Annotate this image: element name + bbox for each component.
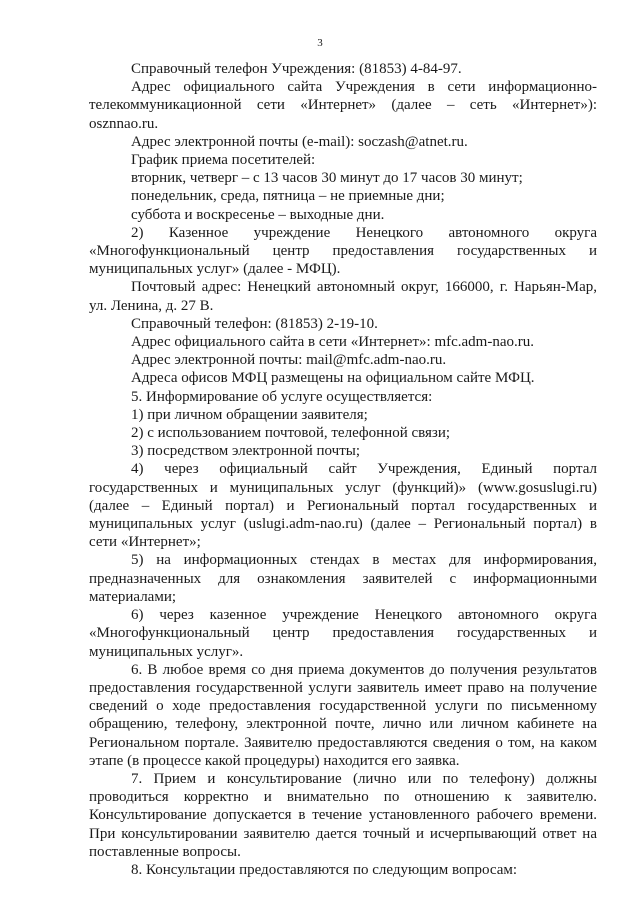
text-line: Адрес официального сайта в сети «Интернет»: mfc.adm-nao.ru. bbox=[131, 334, 534, 351]
paragraph bbox=[89, 169, 597, 187]
text-line: материалами; bbox=[89, 588, 177, 605]
paragraph bbox=[89, 206, 597, 224]
paragraph bbox=[89, 460, 597, 551]
text-line: понедельник, среда, пятница – не приемные дни; bbox=[131, 188, 445, 205]
text-line: «Многофункциональный центр предоставления государственных и bbox=[89, 243, 597, 260]
paragraph bbox=[89, 187, 597, 205]
paragraph bbox=[89, 606, 597, 661]
text-line: Справочный телефон: (81853) 2-19-10. bbox=[131, 315, 378, 332]
text-line: муниципальных услуг». bbox=[89, 643, 244, 660]
text-line: 1) при личном обращении заявителя; bbox=[131, 406, 368, 423]
paragraph bbox=[89, 770, 597, 861]
text-line: предоставления государственной услуги заявитель имеет право на получение bbox=[89, 679, 597, 696]
paragraph bbox=[89, 861, 597, 879]
text-line: При консультировании заявителю дается точный и исчерпывающий ответ на bbox=[89, 825, 597, 842]
paragraph bbox=[89, 151, 597, 169]
paragraph bbox=[89, 661, 597, 770]
paragraph bbox=[89, 278, 597, 314]
document-body bbox=[89, 60, 597, 879]
text-line: Региональном портале. Заявителю предоставляются сведения о том, на каком bbox=[89, 734, 597, 751]
text-line: 4) через официальный сайт Учреждения, Единый портал bbox=[131, 461, 597, 478]
text-line: суббота и воскресенье – выходные дни. bbox=[131, 206, 385, 223]
text-line: вторник, четверг – с 13 часов 30 минут до 17 часов 30 минут; bbox=[131, 170, 523, 187]
paragraph bbox=[89, 78, 597, 133]
text-line: ул. Ленина, д. 27 В. bbox=[89, 297, 214, 314]
paragraph bbox=[89, 60, 597, 78]
text-line: муниципальных услуг» (далее - МФЦ). bbox=[89, 261, 341, 278]
text-line: сведений о ходе предоставления государственной услуги по письменному bbox=[89, 698, 597, 715]
text-line: 2) с использованием почтовой, телефонной связи; bbox=[131, 425, 451, 442]
text-line: муниципальных услуг (uslugi.adm-nao.ru) (далее – Региональный портал) в bbox=[89, 516, 597, 533]
paragraph bbox=[89, 351, 597, 369]
text-line: Консультирование допускается в течение установленного рабочего времени. bbox=[89, 807, 597, 824]
text-line: 2) Казенное учреждение Ненецкого автономного округа bbox=[131, 224, 597, 241]
text-line: Адреса офисов МФЦ размещены на официальном сайте МФЦ. bbox=[131, 370, 535, 387]
paragraph bbox=[89, 333, 597, 351]
text-line: Справочный телефон Учреждения: (81853) 4-84-97. bbox=[131, 61, 462, 77]
text-line: osznnao.ru. bbox=[89, 115, 159, 132]
text-line: Адрес официального сайта Учреждения в сети информационно- bbox=[131, 79, 597, 96]
text-line: предназначенных для ознакомления заявителей с информационными bbox=[89, 570, 597, 587]
text-line: 6) через казенное учреждение Ненецкого автономного округа bbox=[131, 607, 597, 624]
paragraph bbox=[89, 133, 597, 151]
text-line: 7. Прием и консультирование (лично или по телефону) должны bbox=[131, 770, 597, 787]
paragraph bbox=[89, 369, 597, 387]
paragraph bbox=[89, 406, 597, 424]
text-line: 8. Консультации предоставляются по следующим вопросам: bbox=[131, 861, 518, 878]
text-line: 5. Информирование об услуге осуществляется: bbox=[131, 388, 433, 405]
paragraph bbox=[89, 388, 597, 406]
paragraph bbox=[89, 551, 597, 606]
text-line: телекоммуникационной сети «Интернет» (далее – сеть «Интернет»): bbox=[89, 97, 597, 114]
paragraph bbox=[89, 442, 597, 460]
text-line: График приема посетителей: bbox=[131, 152, 316, 169]
text-line: Адрес электронной почты (e-mail): soczash@atnet.ru. bbox=[131, 133, 468, 150]
text-line: обращению, телефону, электронной почте, лично или личном кабинете на bbox=[89, 716, 597, 733]
text-line: поставленные вопросы. bbox=[89, 843, 241, 860]
text-line: 6. В любое время со дня приема документов до получения результатов bbox=[131, 661, 597, 678]
paragraph bbox=[89, 224, 597, 279]
text-line: «Многофункциональный центр предоставления государственных и bbox=[89, 625, 597, 642]
text-line: сети «Интернет»; bbox=[89, 534, 201, 551]
text-line: (далее – Единый портал) и Региональный портал государственных и bbox=[89, 497, 597, 514]
text-line: 5) на информационных стендах в местах для информирования, bbox=[131, 552, 597, 569]
text-line: государственных и муниципальных услуг (функций)» (www.gosuslugi.ru) bbox=[89, 479, 597, 496]
text-line: Почтовый адрес: Ненецкий автономный округ, 166000, г. Нарьян-Мар, bbox=[131, 279, 597, 296]
paragraph bbox=[89, 315, 597, 333]
page-number: 3 bbox=[317, 37, 323, 49]
text-line: этапе (в процессе какой процедуры) находится его заявка. bbox=[89, 752, 460, 769]
text-line: 3) посредством электронной почты; bbox=[131, 443, 360, 460]
paragraph bbox=[89, 424, 597, 442]
text-line: проводиться корректно и внимательно по отношению к заявителю. bbox=[89, 789, 597, 806]
text-line: Адрес электронной почты: mail@mfc.adm-nao.ru. bbox=[131, 352, 447, 369]
